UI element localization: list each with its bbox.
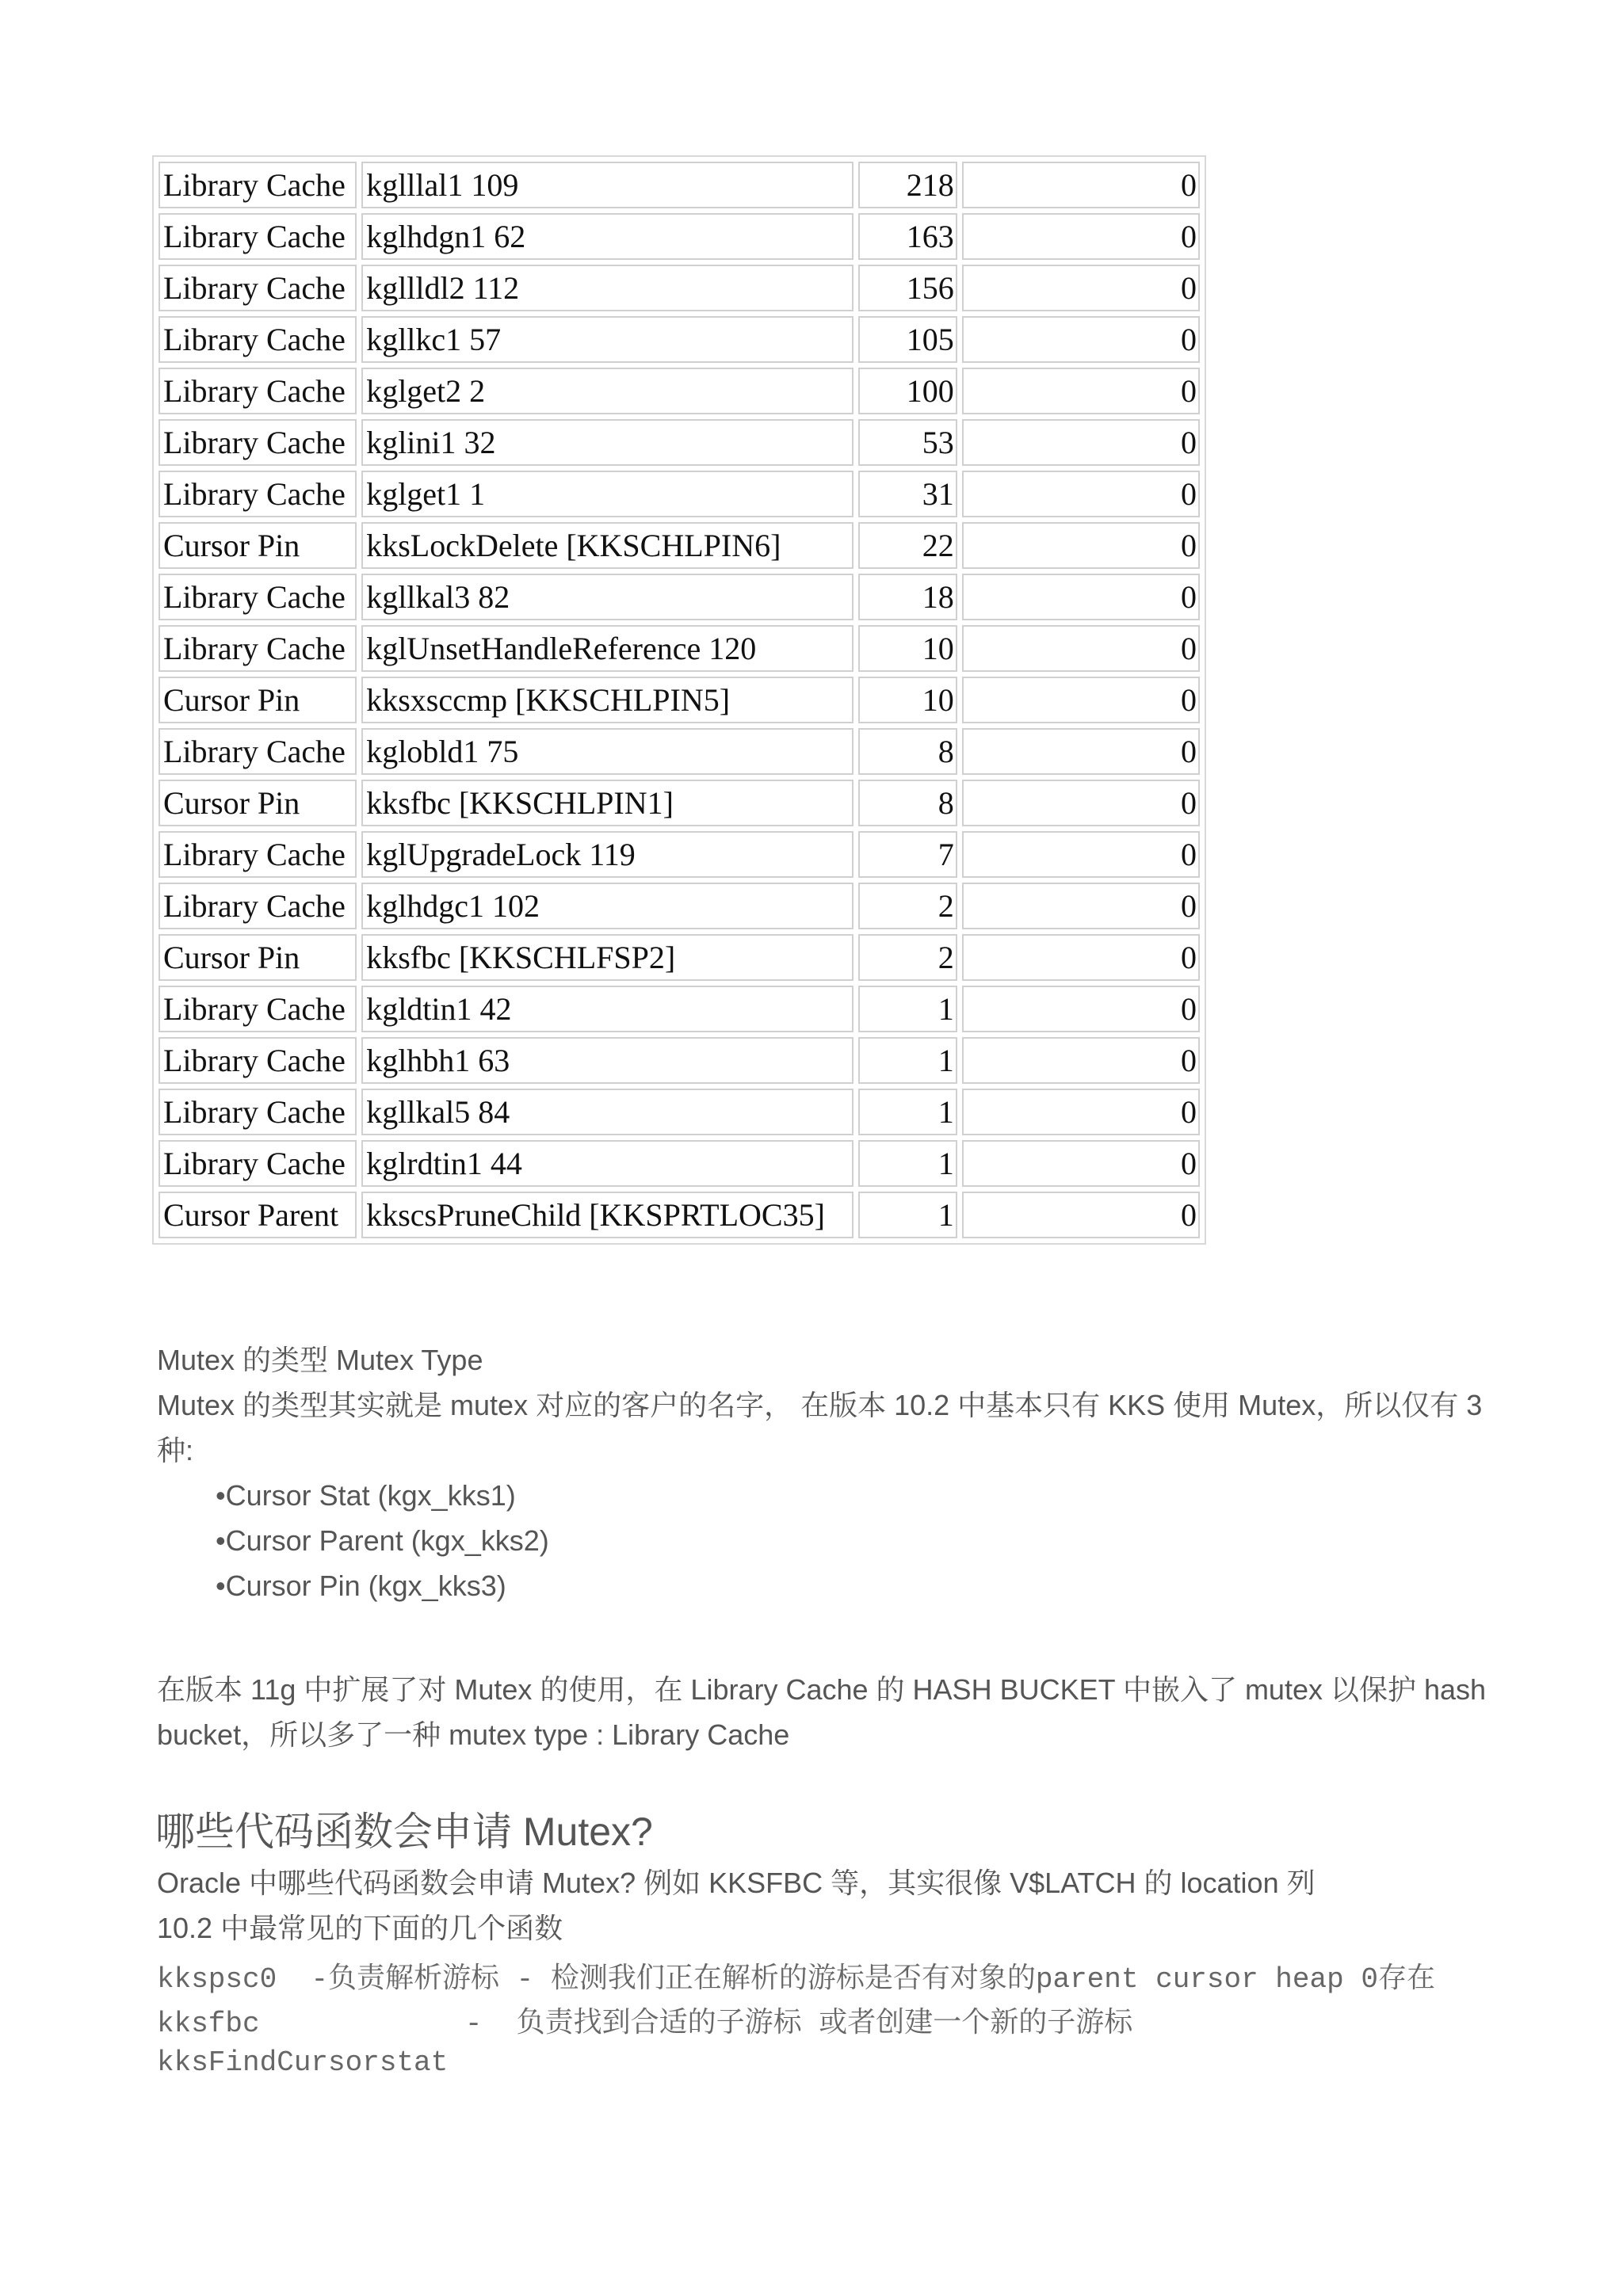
table-row	[158, 574, 1200, 620]
bullet-item-cursor-pin: •Cursor Pin (kgx_kks3)	[216, 1569, 506, 1602]
location-cell: kksfbc [KKSCHLFSP2]	[361, 934, 853, 981]
wait-time-cell: 0	[962, 316, 1200, 363]
mutex-type-cell: Library Cache	[158, 265, 357, 311]
function-line-kksfindcursorstat	[157, 2044, 448, 2079]
function-desc-mono: parent cursor heap 0	[1035, 1963, 1378, 1996]
bullet-item-cursor-parent: •Cursor Parent (kgx_kks2)	[216, 1524, 549, 1557]
wait-time-cell: 0	[962, 780, 1200, 826]
wait-time-cell: 0	[962, 625, 1200, 672]
mutex-type-paragraph-text: Mutex 的类型其实就是 mutex 对应的客户的名字， 在版本 10.2 中基本只有 KKS 使用 Mutex，所以仅有 3 种:	[157, 1389, 1483, 1466]
mutex-type-cell: Library Cache	[158, 831, 357, 878]
location-cell: kglget2 2	[361, 368, 853, 414]
wait-time-cell: 0	[962, 368, 1200, 414]
table-row	[158, 162, 1200, 208]
wait-time-cell: 0	[962, 471, 1200, 517]
table-row	[158, 419, 1200, 466]
table-row	[158, 934, 1200, 981]
table-row	[158, 368, 1200, 414]
sleeps-cell: 105	[858, 316, 957, 363]
location-cell: kksLockDelete [KKSCHLPIN6]	[361, 522, 853, 569]
functions-intro	[157, 1860, 1488, 1951]
location-cell: kkscsPruneChild [KKSPRTLOC35]	[361, 1192, 853, 1238]
function-name: kkspsc0	[157, 1963, 277, 1996]
location-cell: kksxsccmp [KKSCHLPIN5]	[361, 677, 853, 723]
function-name: kksFindCursorstat	[157, 2046, 449, 2079]
table-row	[158, 1089, 1200, 1135]
mutex-type-cell: Library Cache	[158, 471, 357, 517]
function-line-kksfbc	[157, 2000, 1132, 2040]
table-row	[158, 625, 1200, 672]
wait-time-cell: 0	[962, 1089, 1200, 1135]
table-row	[158, 213, 1200, 260]
sleeps-cell: 1	[858, 1037, 957, 1084]
wait-time-cell: 0	[962, 522, 1200, 569]
location-cell: kksfbc [KKSCHLPIN1]	[361, 780, 853, 826]
functions-subtitle-text: 10.2 中最常见的下面的几个函数	[157, 1912, 563, 1944]
table-row	[158, 522, 1200, 569]
mutex-type-bullet-list	[216, 1473, 549, 1608]
sleeps-cell: 8	[858, 728, 957, 775]
sleeps-cell: 1	[858, 1192, 957, 1238]
sleeps-cell: 1	[858, 1089, 957, 1135]
table-row	[158, 883, 1200, 929]
wait-time-cell: 0	[962, 883, 1200, 929]
sleeps-cell: 31	[858, 471, 957, 517]
bullet-item-cursor-stat: •Cursor Stat (kgx_kks1)	[216, 1479, 516, 1512]
sleeps-cell: 22	[858, 522, 957, 569]
section-heading-functions: 哪些代码函数会申请 Mutex?	[155, 1810, 653, 1854]
location-cell: kglobld1 75	[361, 728, 853, 775]
wait-time-cell: 0	[962, 1037, 1200, 1084]
mutex-type-paragraph	[157, 1383, 1488, 1473]
table-row	[158, 1192, 1200, 1238]
table-row	[158, 1140, 1200, 1187]
location-cell: kgllkal5 84	[361, 1089, 853, 1135]
location-cell: kgldtin1 42	[361, 986, 853, 1032]
mutex-type-cell: Cursor Pin	[158, 522, 357, 569]
sleeps-cell: 2	[858, 934, 957, 981]
function-desc-prefix: - 负责找到合适的子游标 或者创建一个新的子游标	[259, 2008, 1133, 2040]
wait-time-cell: 0	[962, 934, 1200, 981]
location-cell: kgllkc1 57	[361, 316, 853, 363]
wait-time-cell: 0	[962, 162, 1200, 208]
sleeps-cell: 100	[858, 368, 957, 414]
wait-time-cell: 0	[962, 728, 1200, 775]
sleeps-cell: 53	[858, 419, 957, 466]
sleeps-cell: 163	[858, 213, 957, 260]
table-row	[158, 471, 1200, 517]
sleeps-cell: 218	[858, 162, 957, 208]
mutex-type-cell: Library Cache	[158, 1140, 357, 1187]
section-title-mutex-type	[157, 1337, 1488, 1383]
mutex-type-cell: Library Cache	[158, 162, 357, 208]
location-cell: kglhdgc1 102	[361, 883, 853, 929]
table-row	[158, 831, 1200, 878]
section-title-text: Mutex 的类型 Mutex Type	[157, 1344, 483, 1376]
mutex-type-cell: Cursor Pin	[158, 780, 357, 826]
function-desc-suffix: 存在	[1377, 1962, 1435, 1994]
location-cell: kglget1 1	[361, 471, 853, 517]
location-cell: kgllkal3 82	[361, 574, 853, 620]
mutex-type-cell: Library Cache	[158, 213, 357, 260]
sleeps-cell: 156	[858, 265, 957, 311]
location-cell: kglini1 32	[361, 419, 853, 466]
function-desc-prefix: -负责解析游标 - 检测我们正在解析的游标是否有对象的	[277, 1963, 1036, 1996]
mutex-type-cell: Library Cache	[158, 986, 357, 1032]
mutex-type-cell: Library Cache	[158, 1037, 357, 1084]
function-name: kksfbc	[157, 2008, 260, 2040]
wait-time-cell: 0	[962, 213, 1200, 260]
mutex-11g-paragraph	[157, 1667, 1488, 1757]
location-cell: kglllal1 109	[361, 162, 853, 208]
sleeps-cell: 2	[858, 883, 957, 929]
table-row	[158, 316, 1200, 363]
mutex-type-cell: Cursor Pin	[158, 934, 357, 981]
sleeps-cell: 10	[858, 625, 957, 672]
function-line-kkspsc0	[157, 1955, 1435, 1996]
sleeps-cell: 8	[858, 780, 957, 826]
location-cell: kglUpgradeLock 119	[361, 831, 853, 878]
wait-time-cell: 0	[962, 986, 1200, 1032]
mutex-type-cell: Library Cache	[158, 625, 357, 672]
sleeps-cell: 7	[858, 831, 957, 878]
mutex-11g-paragraph-text: 在版本 11g 中扩展了对 Mutex 的使用，在 Library Cache 的 HASH BUCKET 中嵌入了 mutex 以保护 hash bucket，所以多了一种 mutex type : Library Cache	[157, 1673, 1487, 1751]
table-row	[158, 677, 1200, 723]
sleeps-cell: 1	[858, 986, 957, 1032]
table-row	[158, 780, 1200, 826]
functions-intro-text: Oracle 中哪些代码函数会申请 Mutex? 例如 KKSFBC 等，其实很像 V$LATCH 的 location 列	[157, 1867, 1316, 1899]
table-row	[158, 1037, 1200, 1084]
location-cell: kglhbh1 63	[361, 1037, 853, 1084]
table-row	[158, 265, 1200, 311]
wait-time-cell: 0	[962, 1140, 1200, 1187]
mutex-type-cell: Library Cache	[158, 728, 357, 775]
table-body	[158, 162, 1200, 1238]
wait-time-cell: 0	[962, 831, 1200, 878]
mutex-type-cell: Library Cache	[158, 574, 357, 620]
mutex-type-cell: Library Cache	[158, 368, 357, 414]
location-cell: kglhdgn1 62	[361, 213, 853, 260]
location-cell: kglUnsetHandleReference 120	[361, 625, 853, 672]
wait-time-cell: 0	[962, 677, 1200, 723]
mutex-type-cell: Cursor Pin	[158, 677, 357, 723]
mutex-type-cell: Library Cache	[158, 1089, 357, 1135]
mutex-type-cell: Library Cache	[158, 419, 357, 466]
table-row	[158, 728, 1200, 775]
wait-time-cell: 0	[962, 419, 1200, 466]
sleeps-cell: 1	[858, 1140, 957, 1187]
wait-time-cell: 0	[962, 1192, 1200, 1238]
wait-time-cell: 0	[962, 265, 1200, 311]
mutex-sleep-table	[152, 155, 1206, 1245]
sleeps-cell: 10	[858, 677, 957, 723]
table-row	[158, 986, 1200, 1032]
wait-time-cell: 0	[962, 574, 1200, 620]
location-cell: kglrdtin1 44	[361, 1140, 853, 1187]
mutex-type-cell: Library Cache	[158, 316, 357, 363]
mutex-type-cell: Cursor Parent	[158, 1192, 357, 1238]
sleeps-cell: 18	[858, 574, 957, 620]
location-cell: kgllldl2 112	[361, 265, 853, 311]
mutex-type-cell: Library Cache	[158, 883, 357, 929]
